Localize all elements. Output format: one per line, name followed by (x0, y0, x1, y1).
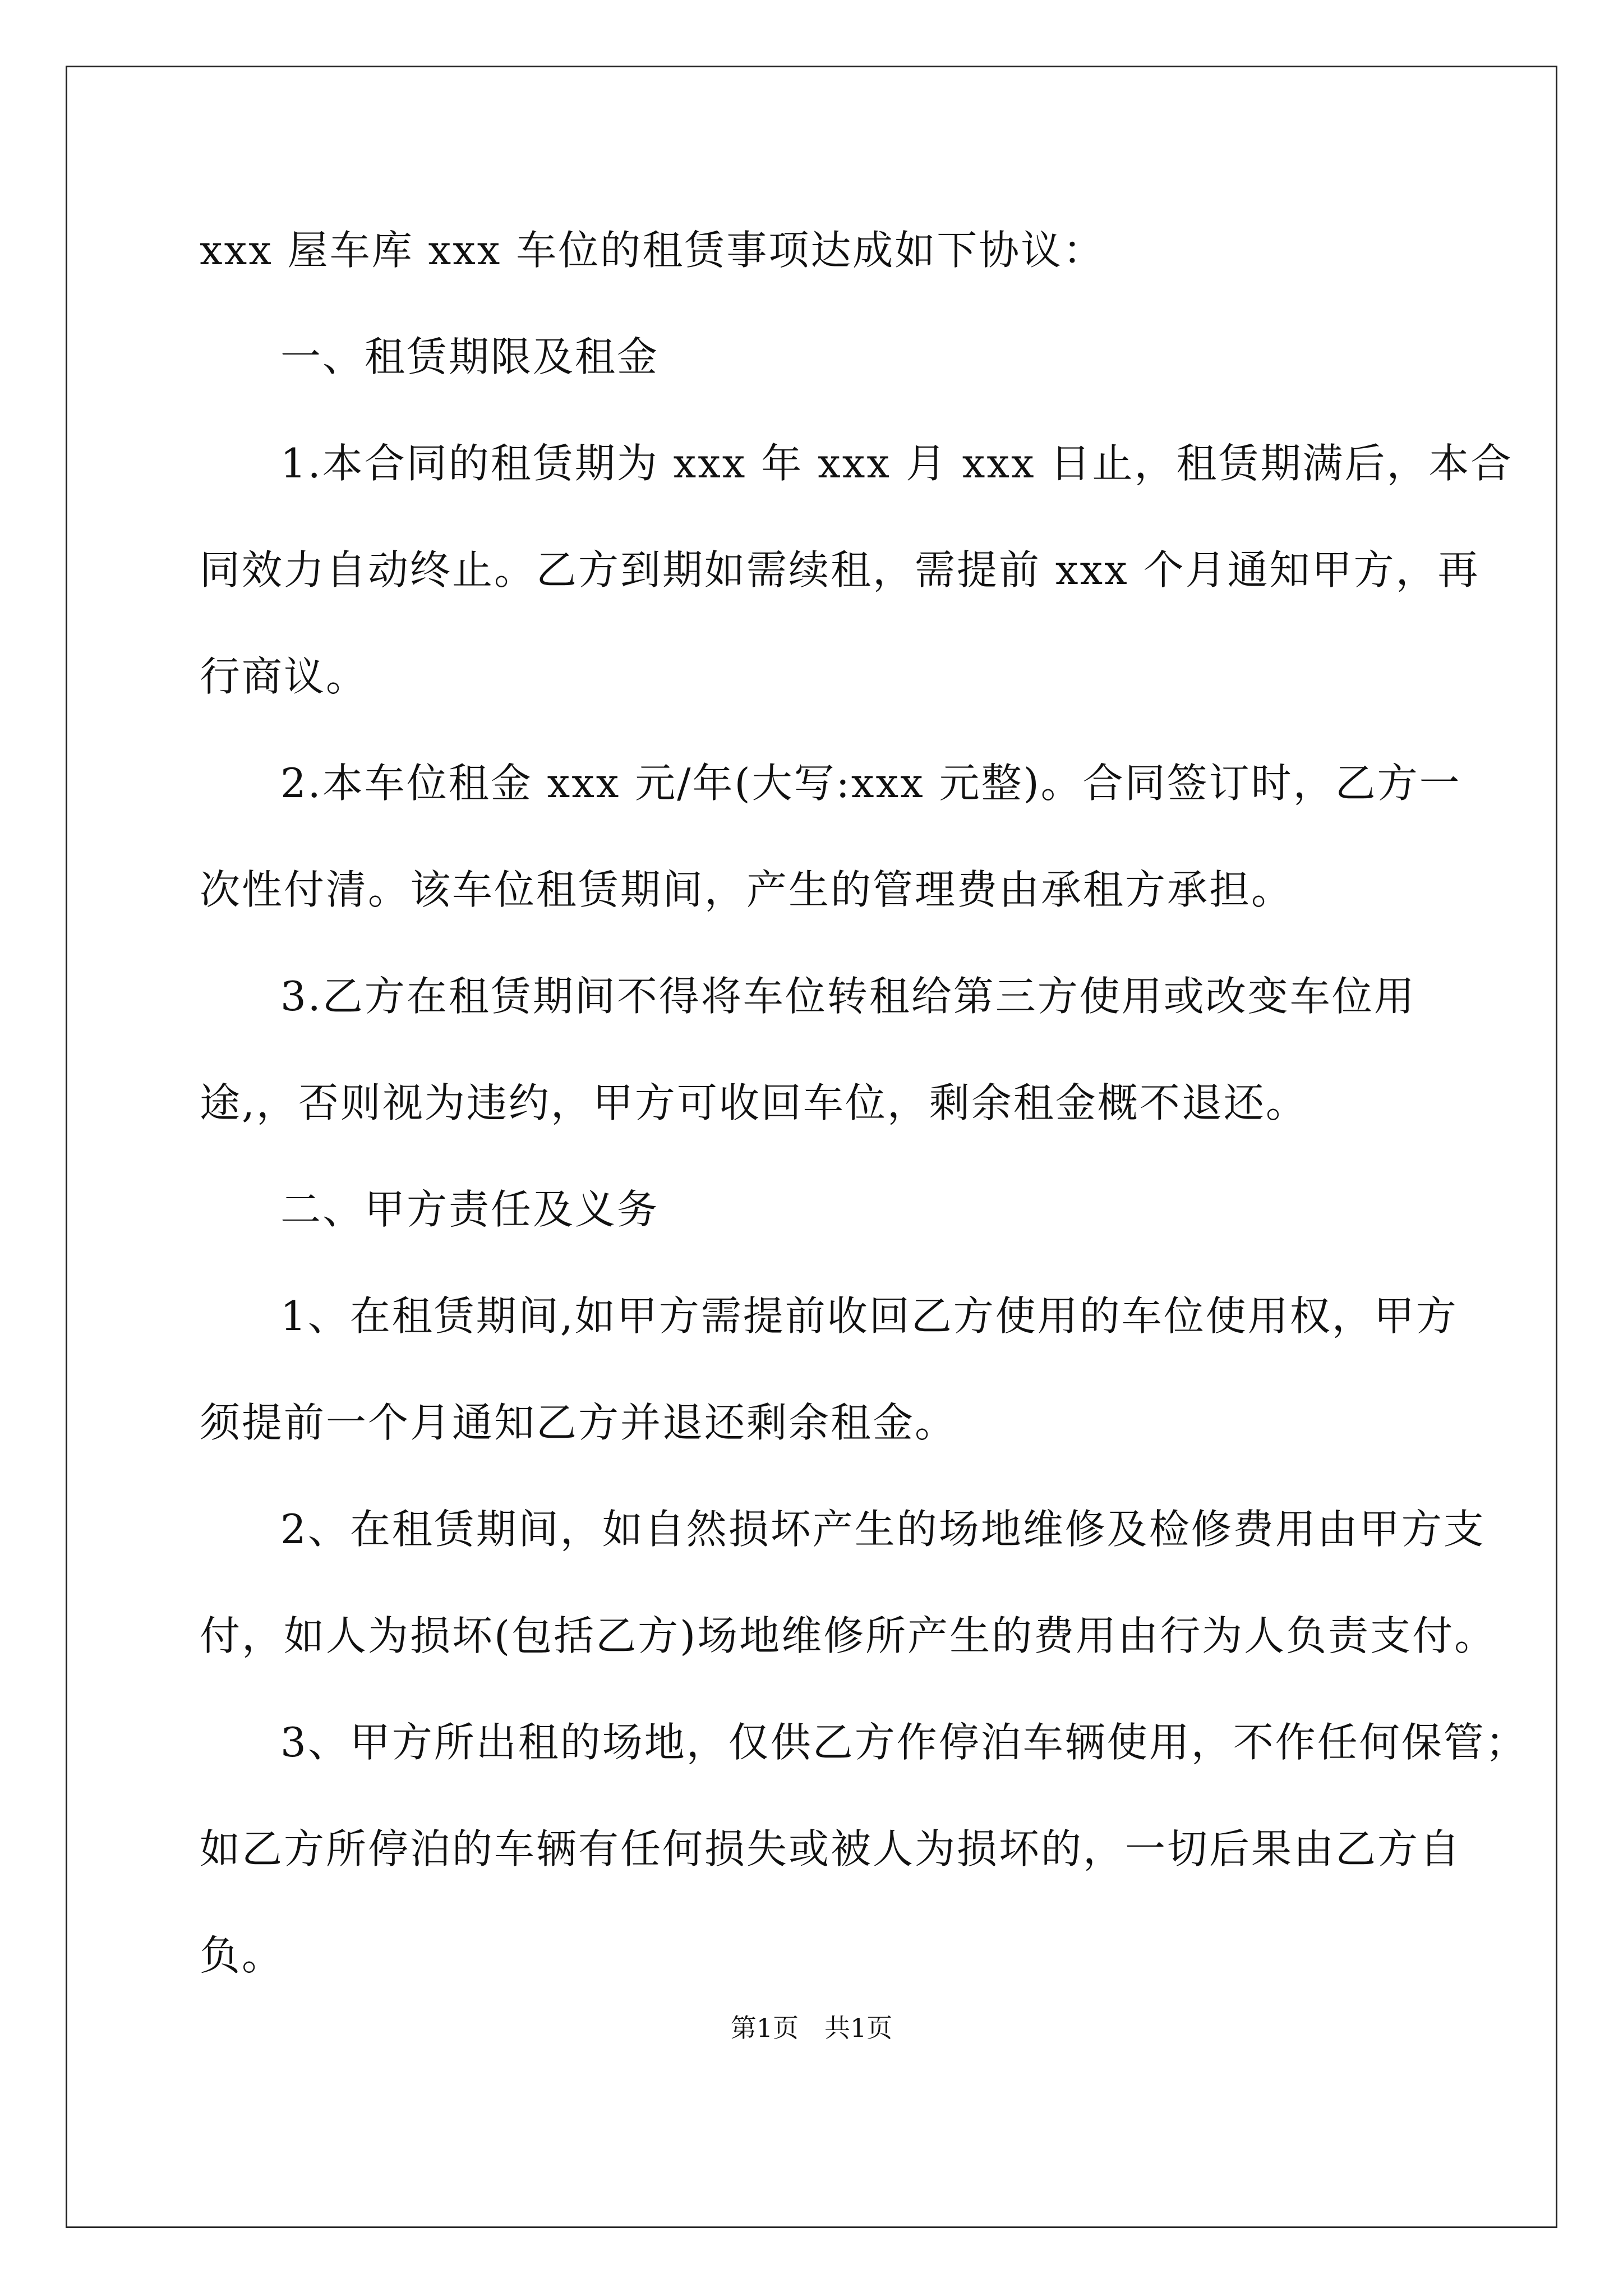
paragraph-line: 次性付清。该车位租赁期间，产生的管理费由承租方承担。 (200, 866, 1294, 913)
page-number-footer: 第1页 共1页 (730, 2013, 893, 2043)
paragraph-line: 途,，否则视为违约，甲方可收回车位，剩余租金概不退还。 (200, 1079, 1308, 1126)
paragraph-line: 须提前一个月通知乙方并退还剩余租金。 (200, 1399, 957, 1446)
section-heading: 二、甲方责任及义务 (280, 1186, 660, 1233)
paragraph-line: xxx 屋车库 xxx 车位的租赁事项达成如下协议： (200, 227, 1105, 274)
paragraph-line: 同效力自动终止。乙方到期如需续租，需提前 xxx 个月通知甲方，再 (200, 546, 1480, 593)
paragraph-line: 3、甲方所出租的场地，仅供乙方作停泊车辆使用，不作任何保管； (280, 1719, 1528, 1766)
page-border (66, 66, 1557, 2228)
section-heading: 一、租赁期限及租金 (280, 333, 660, 380)
paragraph-line: 行商议。 (200, 653, 368, 700)
paragraph-line: 1、在租赁期间,如甲方需提前收回乙方使用的车位使用权，甲方 (280, 1292, 1458, 1340)
paragraph-line: 2.本车位租金 xxx 元/年(大写:xxx 元整)。合同签订时，乙方一 (280, 760, 1461, 807)
paragraph-line: 1.本合同的租赁期为 xxx 年 xxx 月 xxx 日止，租赁期满后，本合 (280, 440, 1513, 487)
paragraph-line: 如乙方所停泊的车辆有任何损失或被人为损坏的，一切后果由乙方自 (200, 1825, 1462, 1872)
paragraph-line: 负。 (200, 1932, 284, 1979)
paragraph-line: 2、在租赁期间，如自然损坏产生的场地维修及检修费用由甲方支 (280, 1506, 1486, 1553)
paragraph-line: 3.乙方在租赁期间不得将车位转租给第三方使用或改变车位用 (280, 973, 1416, 1020)
paragraph-line: 付，如人为损坏(包括乙方)场地维修所产生的费用由行为人负责支付。 (200, 1612, 1497, 1659)
